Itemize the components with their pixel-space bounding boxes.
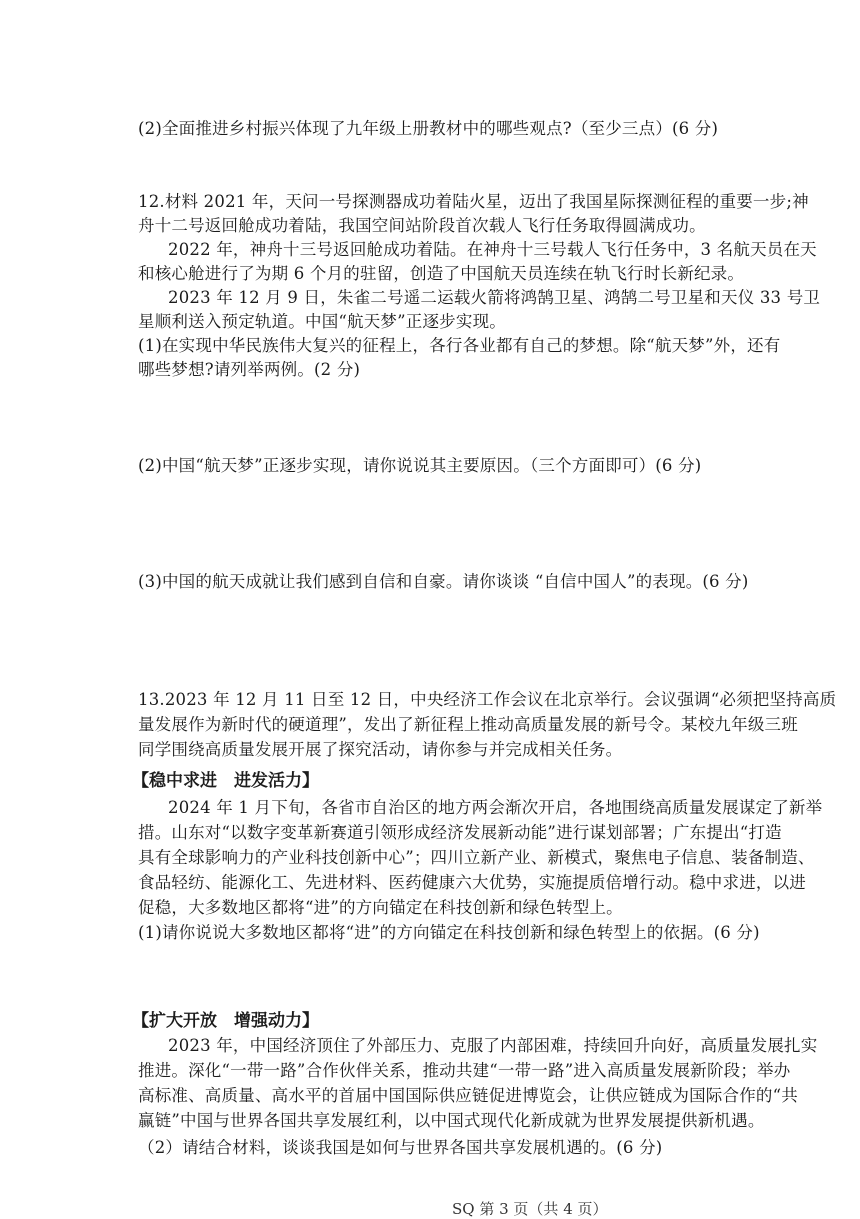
- q13-intro-line: 量发展作为新时代的硬道理”，发出了新征程上推动高质量发展的新号令。某校九年级三班: [138, 715, 798, 734]
- q13-s1-material-line: 具有全球影响力的产业科技创新中心”；四川立新产业、新模式，聚焦电子信息、装备制造、: [138, 848, 815, 867]
- q13-s1-material-line: 促稳，大多数地区都将“进”的方向锚定在科技创新和绿色转型上。: [138, 898, 623, 917]
- page-footer: SQ 第 3 页（共 4 页）: [452, 1200, 608, 1218]
- q13-s2-question: （2）请结合材料，谈谈我国是如何与世界各国共享发展机遇的。(6 分): [138, 1138, 663, 1157]
- q12-sub1-line: 哪些梦想?请列举两例。(2 分): [138, 360, 361, 379]
- q13-s1-material-line: 食品轻纺、能源化工、先进材料、医药健康六大优势，实施提质倍增行动。稳中求进，以进: [138, 873, 806, 892]
- q13-s2-material-line: 赢链”中国与世界各国共享发展红利，以中国式现代化新成就为世界发展提供新机遇。: [138, 1111, 765, 1130]
- q12-sub1-line: (1)在实现中华民族伟大复兴的征程上，各行各业都有自己的梦想。除“航天梦”外，还有: [138, 336, 781, 355]
- q12-material-line: 和核心舱进行了为期 6 个月的驻留，创造了中国航天员连续在轨飞行时长新纪录。: [138, 264, 745, 283]
- section-heading: 【扩大开放 增强动力】: [132, 1011, 319, 1031]
- q12-material-line: 2023 年 12 月 9 日，朱雀二号遥二运载火箭将鸿鹄卫星、鸿鹄二号卫星和天仪 33 号卫: [168, 288, 821, 307]
- q12-sub2: (2)中国“航天梦”正逐步实现，请你说说其主要原因。（三个方面即可）(6 分): [138, 456, 702, 475]
- q13-s2-material-line: 高标准、高质量、高水平的首届中国国际供应链促进博览会，让供应链成为国际合作的“共: [138, 1086, 798, 1105]
- q13-intro-line: 13.2023 年 12 月 11 日至 12 日，中央经济工作会议在北京举行。会议强调“必须把坚持高质: [138, 690, 837, 709]
- q12-material-line: 2022 年，神舟十三号返回舱成功着陆。在神舟十三号载人飞行任务中，3 名航天员在天: [168, 240, 817, 259]
- q13-s2-material-line: 2023 年，中国经济顶住了外部压力、克服了内部困难，持续回升向好，高质量发展扎实: [168, 1036, 818, 1055]
- q13-s2-material-line: 推进。深化“一带一路”合作伙伴关系，推动共建“一带一路”进入高质量发展新阶段；举办: [138, 1061, 791, 1080]
- q13-s1-material-line: 措。山东对“以数字变革新赛道引领形成经济发展新动能”进行谋划部署；广东提出“打造: [138, 823, 782, 842]
- q12-material-line: 12.材料 2021 年，天问一号探测器成功着陆火星，迈出了我国星际探测征程的重要一步;神: [138, 192, 809, 211]
- q13-intro-line: 同学围绕高质量发展开展了探究活动，请你参与并完成相关任务。: [138, 740, 623, 759]
- q12-material-line: 舟十二号返回舱成功着陆，我国空间站阶段首次载人飞行任务取得圆满成功。: [138, 216, 706, 235]
- q13-s1-material-line: 2024 年 1 月下旬，各省市自治区的地方两会渐次开启，各地围绕高质量发展谋定了新举: [168, 798, 823, 817]
- q11-sub2: (2)全面推进乡村振兴体现了九年级上册教材中的哪些观点?（至少三点）(6 分): [138, 119, 719, 138]
- section-heading: 【稳中求进 进发活力】: [132, 771, 319, 791]
- q12-sub3: (3)中国的航天成就让我们感到自信和自豪。请你谈谈 “自信中国人”的表现。(6 分): [138, 572, 749, 591]
- q13-s1-question: (1)请你说说大多数地区都将“进”的方向锚定在科技创新和绿色转型上的依据。(6 分): [138, 923, 760, 942]
- q12-material-line: 星顺利送入预定轨道。中国“航天梦”正逐步实现。: [138, 312, 506, 331]
